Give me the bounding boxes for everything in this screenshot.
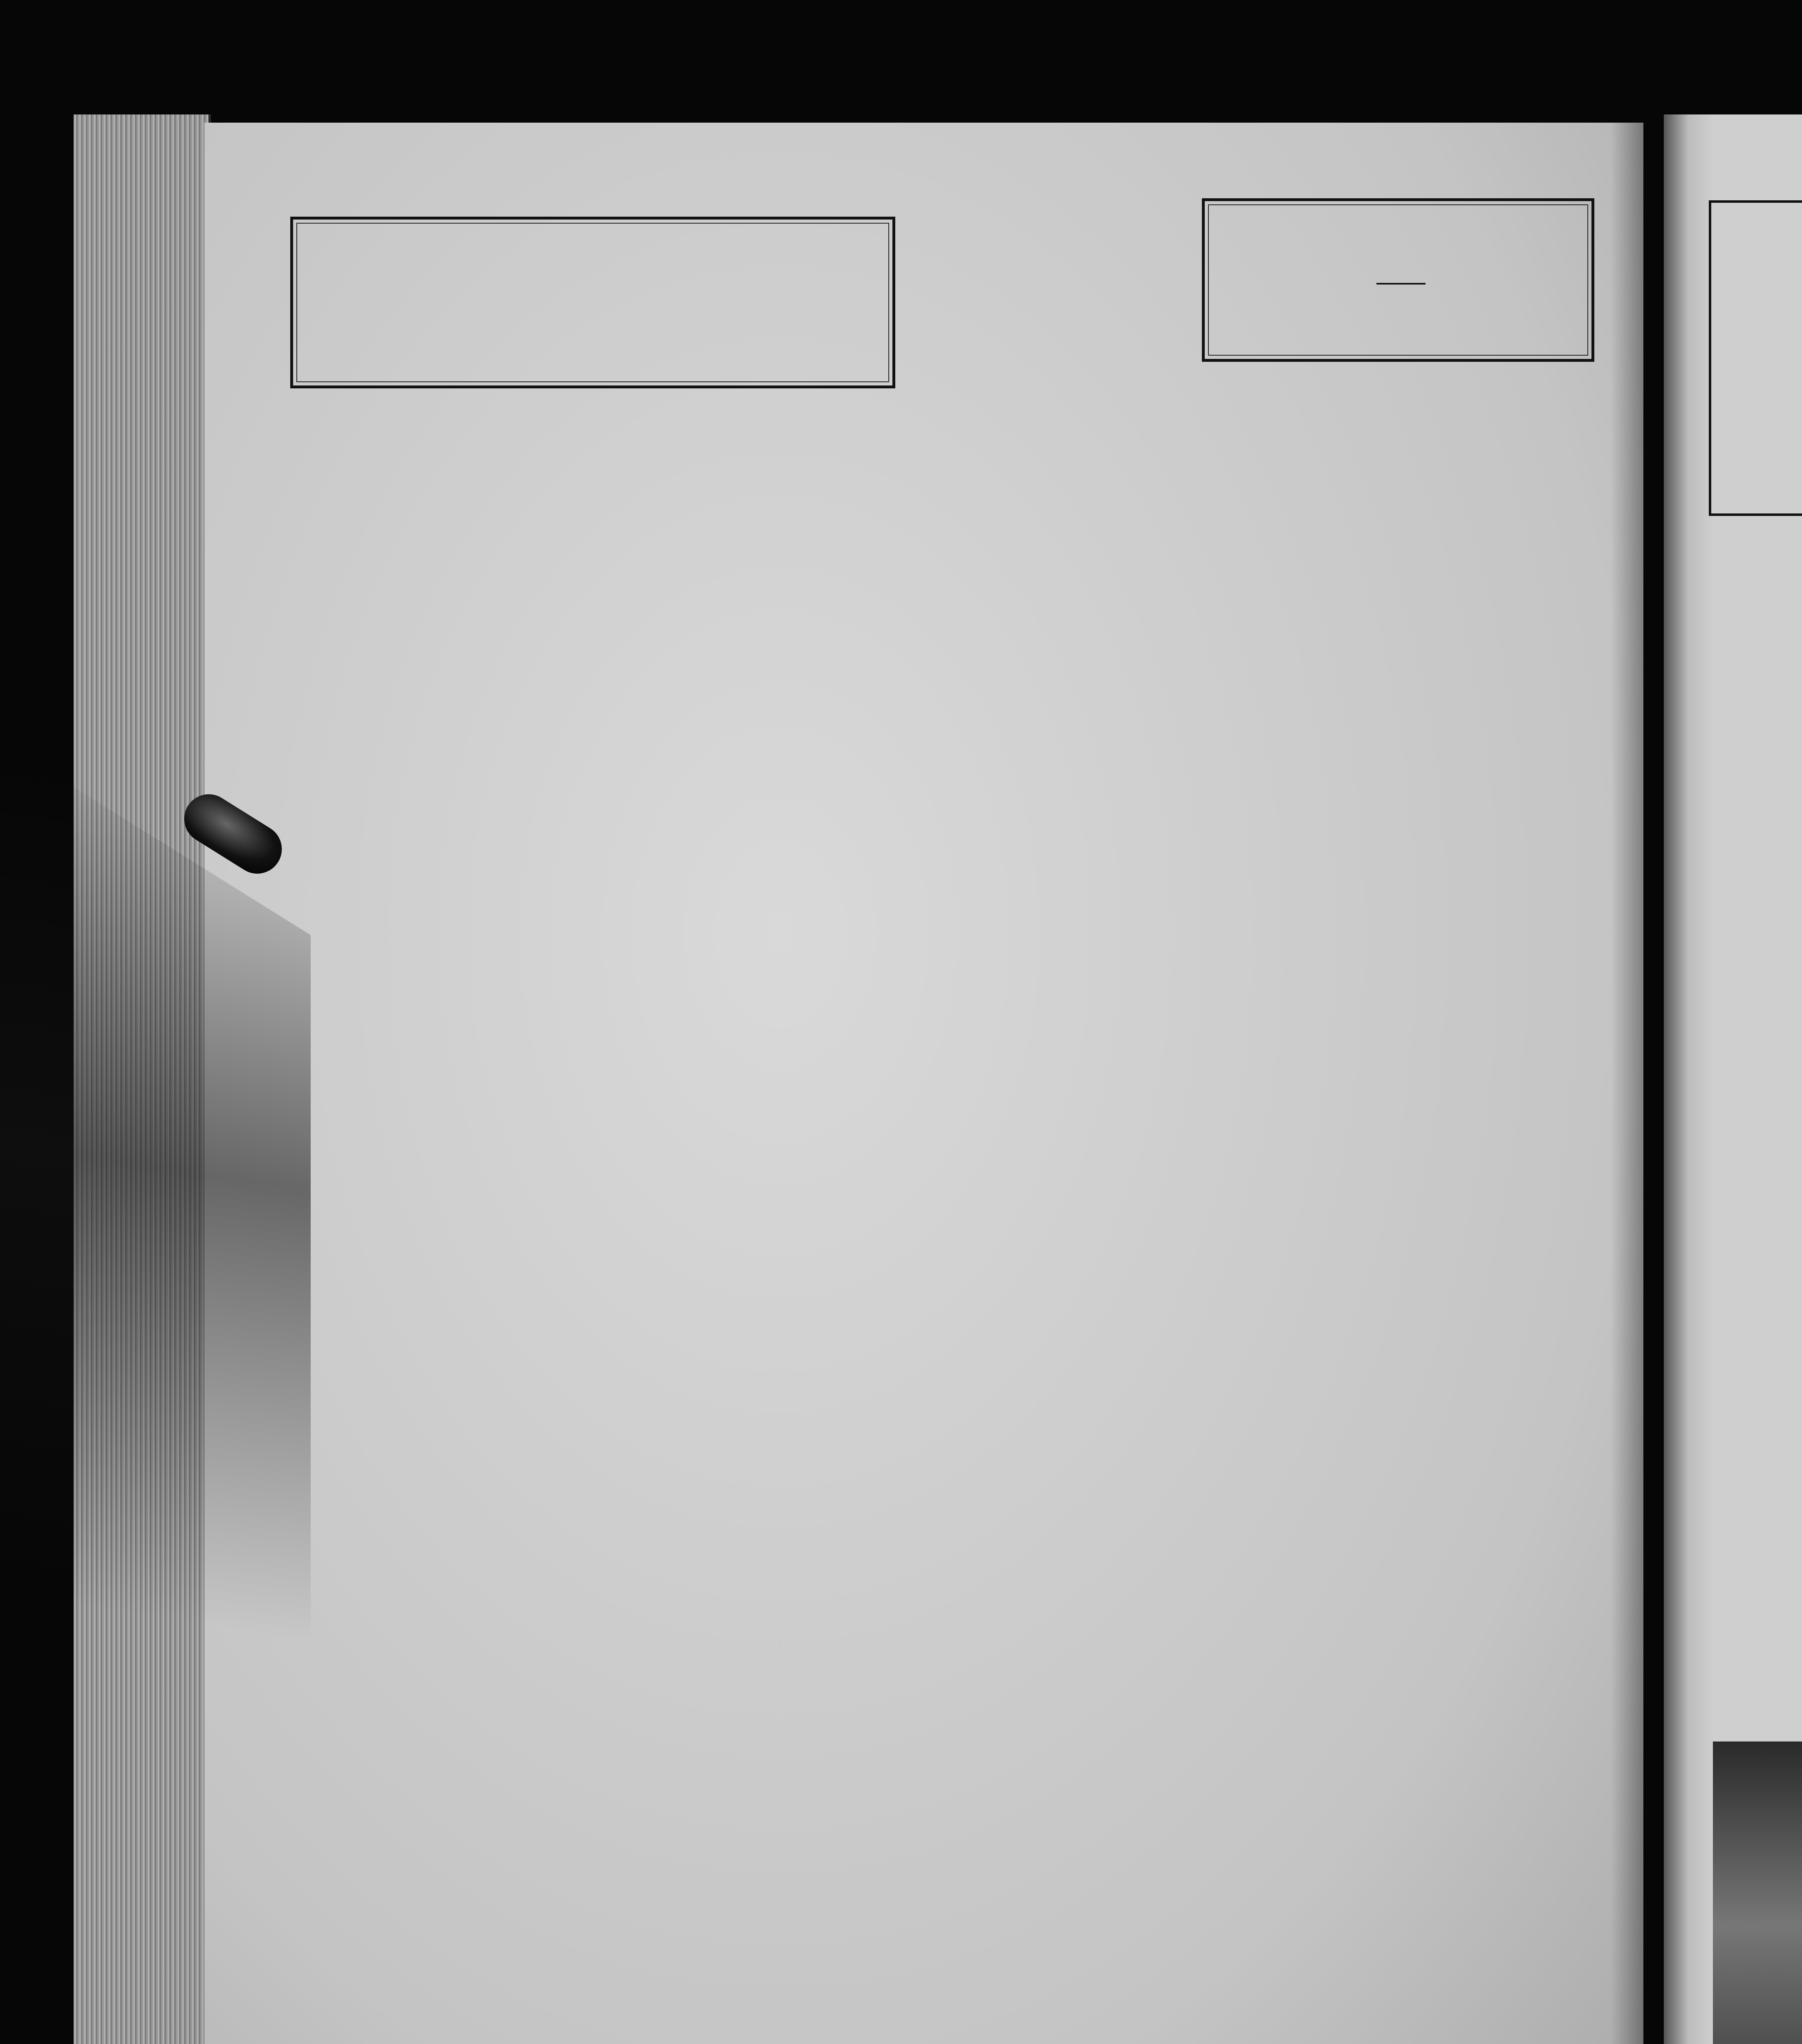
running-header	[204, 151, 1643, 188]
next-page-title-box	[1709, 200, 1802, 516]
article2-title-box	[1202, 198, 1594, 362]
title-divider	[1376, 283, 1425, 285]
next-page-photo	[1713, 1741, 1802, 2044]
next-page-fragment	[1664, 114, 1802, 2044]
page-230	[204, 123, 1643, 2044]
page-edges	[74, 114, 211, 2044]
gutter-shadow	[1611, 123, 1643, 2044]
article1-title-box	[290, 217, 895, 388]
article1-column-1	[288, 409, 901, 411]
